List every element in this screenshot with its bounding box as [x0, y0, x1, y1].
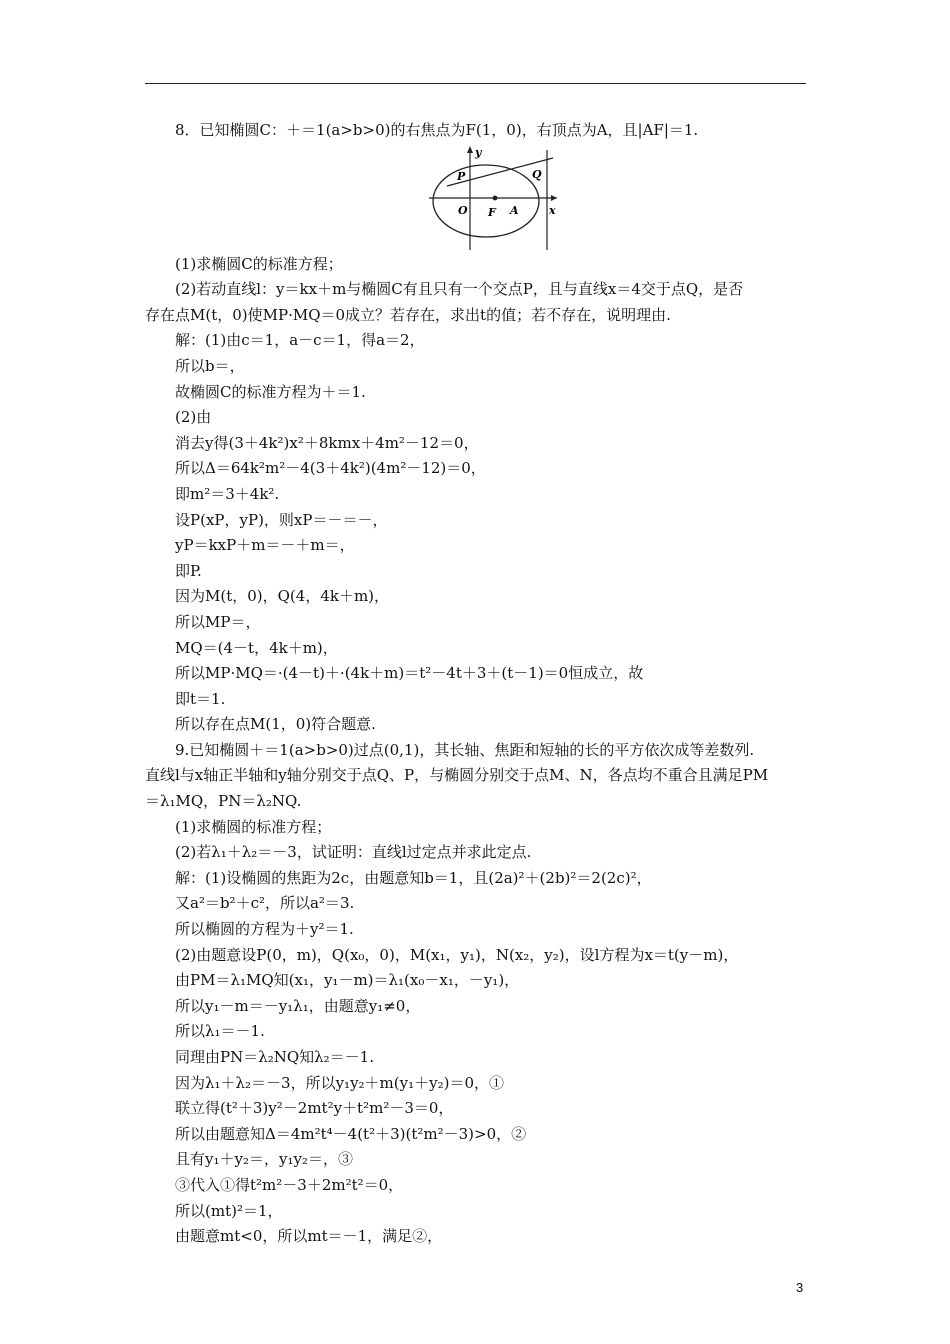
p9-solution-line: 因为λ₁＋λ₂＝－3，所以y₁y₂＋m(y₁＋y₂)＝0，①	[175, 1073, 505, 1092]
label-P: P	[457, 169, 466, 183]
p9-solution-line: 同理由PN＝λ₂NQ知λ₂＝－1.	[175, 1048, 374, 1066]
p9-solution-line: ③代入①得t²m²－3＋2m²t²＝0，	[175, 1175, 404, 1194]
problem-8-question-2: (2)若动直线l：y＝kx＋m与椭圆C有且只有一个交点P，且与直线x＝4交于点Q，是否	[175, 280, 744, 299]
p9-solution-line: 由PM＝λ₁MQ知(x₁，y₁－m)＝λ₁(x₀－x₁，－y₁)，	[175, 971, 520, 990]
ellipse-figure	[145, 144, 807, 252]
problem-8-question-1: (1)求椭圆C的标准方程；	[175, 254, 343, 273]
p9-solution-line: 所以由题意知Δ＝4m²t⁴－4(t²＋3)(t²m²－3)>0，②	[175, 1124, 527, 1143]
p8-solution-line: MQ＝(4－t，4k＋m)，	[175, 638, 338, 657]
p8-solution-line: (2)由	[175, 408, 212, 427]
p8-solution-line: 解：(1)由c＝1，a－c＝1，得a＝2，	[175, 331, 425, 350]
p8-solution-line: 所以Δ＝64k²m²－4(3＋4k²)(4m²－12)＝0，	[175, 459, 486, 478]
problem-8-statement: 8．已知椭圆C：＋＝1(a>b>0)的右焦点为F(1，0)，右顶点为A，且|AF|＝1.	[175, 121, 699, 139]
p8-solution-line: 所以b＝，	[175, 356, 245, 375]
p9-solution-line: 所以(mt)²＝1，	[175, 1201, 283, 1220]
p8-solution-line: 所以MP＝，	[175, 612, 261, 631]
p8-solution-line: 因为M(t，0)，Q(4，4k＋m)，	[175, 587, 390, 606]
p8-solution-line: 消去y得(3＋4k²)x²＋8kmx＋4m²－12＝0，	[175, 433, 479, 452]
ellipse-diagram	[429, 146, 559, 250]
focus-point	[493, 195, 498, 200]
header-rule	[145, 83, 806, 84]
p9-solution-line: (2)由题意设P(0，m)，Q(x₀，0)，M(x₁，y₁)，N(x₂，y₂)，设l方程为x＝t(y－m)，	[175, 945, 739, 964]
p8-solution-line: 即t＝1.	[175, 689, 226, 708]
label-O: O	[458, 203, 468, 217]
label-y: y	[475, 145, 482, 159]
p8-solution-line: 所以MP·MQ＝·(4－t)＋·(4k＋m)＝t²－4t＋3＋(t－1)＝0恒成立，故	[175, 664, 644, 683]
p9-solution-line: 由题意mt<0，所以mt＝－1，满足②，	[175, 1227, 443, 1246]
p9-solution-line: 所以椭圆的方程为＋y²＝1.	[175, 920, 354, 939]
p8-solution-line: 即m²＝3＋4k².	[175, 484, 280, 503]
p9-solution-line: 解：(1)设椭圆的焦距为2c，由题意知b＝1，且(2a)²＋(2b)²＝2(2c)²，	[175, 868, 652, 887]
problem-8-question-2-cont: 存在点M(t，0)使MP·MQ＝0成立？若存在，求出t的值；若不存在，说明理由.	[145, 305, 671, 324]
problem-9-statement-cont: 直线l与x轴正半轴和y轴分别交于点Q、P，与椭圆分别交于点M、N，各点均不重合且满足PM	[145, 766, 769, 785]
problem-9-statement: 9.已知椭圆＋＝1(a>b>0)过点(0,1)，其长轴、焦距和短轴的长的平方依次成等差数列.	[175, 740, 755, 759]
label-Q: Q	[532, 167, 542, 181]
label-A: A	[510, 203, 519, 217]
problem-9-question-2: (2)若λ₁＋λ₂＝－3，试证明：直线l过定点并求此定点.	[175, 843, 532, 862]
p9-solution-line: 所以λ₁＝－1.	[175, 1022, 265, 1041]
y-axis-arrow	[467, 146, 473, 153]
p8-solution-line: 故椭圆C的标准方程为＋＝1.	[175, 382, 366, 401]
p8-solution-line: 即P.	[175, 561, 202, 580]
problem-9-statement-cont: ＝λ₁MQ，PN＝λ₂NQ.	[145, 792, 302, 811]
problem-9-question-1: (1)求椭圆的标准方程；	[175, 817, 332, 836]
p8-solution-line: 所以存在点M(1，0)符合题意.	[175, 715, 376, 734]
p9-solution-line: 所以y₁－m＝－y₁λ₁，由题意y₁≠0，	[175, 996, 421, 1015]
page-number: 3	[796, 1280, 804, 1295]
x-axis-arrow	[551, 195, 557, 201]
p9-solution-line: 且有y₁＋y₂＝，y₁y₂＝，③	[175, 1150, 353, 1169]
p8-solution-line: 设P(xP，yP)，则xP＝－＝－，	[175, 510, 388, 529]
label-x: x	[549, 203, 556, 217]
p8-solution-line: yP＝kxP＋m＝－＋m＝，	[175, 536, 355, 555]
label-F: F	[488, 205, 496, 219]
p9-solution-line: 联立得(t²＋3)y²－2mt²y＋t²m²－3＝0，	[175, 1099, 454, 1118]
p9-solution-line: 又a²＝b²＋c²，所以a²＝3.	[175, 894, 355, 913]
page-content	[145, 118, 807, 1250]
